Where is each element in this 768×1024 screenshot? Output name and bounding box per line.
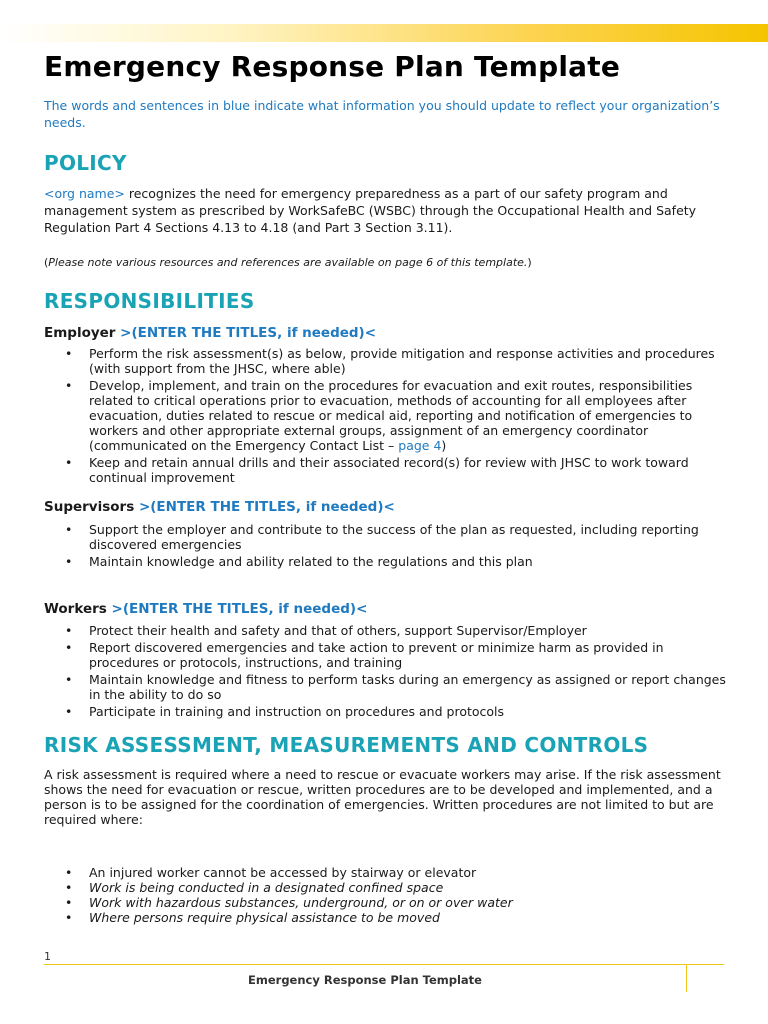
list-item: • Maintain knowledge and ability related to the regulations and this plan bbox=[89, 554, 734, 569]
workers-label: Workers bbox=[44, 601, 107, 617]
page-number: 1 bbox=[44, 950, 51, 963]
footer-divider bbox=[44, 964, 724, 965]
list-item: • Protect their health and safety and that of others, support Supervisor/Employer bbox=[89, 623, 734, 638]
footer-title: Emergency Response Plan Template bbox=[248, 973, 482, 987]
header-accent-bar bbox=[0, 24, 768, 42]
intro-note: The words and sentences in blue indicate what information you should update to reflect your organization’s needs. bbox=[44, 98, 720, 130]
employer-list bbox=[44, 346, 734, 485]
policy-paragraph bbox=[44, 185, 734, 236]
list-item: • Participate in training and instruction on procedures and protocols bbox=[89, 704, 734, 719]
list-item: • Support the employer and contribute to the success of the plan as requested, including reporting discovered emergencies bbox=[89, 522, 734, 552]
document-title: Emergency Response Plan Template bbox=[44, 50, 621, 83]
page-4-link[interactable]: page 4 bbox=[398, 438, 442, 453]
workers-role bbox=[44, 601, 734, 618]
supervisors-role bbox=[44, 499, 734, 516]
resources-note: (Please note various resources and references are available on page 6 of this template.) bbox=[44, 256, 532, 269]
risk-assessment-paragraph: A risk assessment is required where a need to rescue or evacuate workers may arise. If the risk assessment shows the need for evacuation or rescue, written procedures are to be developed and implemented, and a person is to be assigned for the coordination of emergencies. Written procedures are not limited to but are required where: bbox=[44, 767, 721, 827]
workers-list bbox=[44, 623, 734, 719]
risk-assessment-heading: RISK ASSESSMENT, MEASUREMENTS AND CONTROLS bbox=[44, 733, 649, 757]
employer-role bbox=[44, 325, 734, 342]
footer-vertical-divider bbox=[686, 964, 687, 992]
supervisors-titles-placeholder: >(ENTER THE TITLES, if needed)< bbox=[138, 499, 395, 515]
list-item: • Where persons require physical assistance to be moved bbox=[89, 910, 734, 925]
responsibilities-heading: RESPONSIBILITIES bbox=[44, 289, 255, 313]
employer-titles-placeholder: >(ENTER THE TITLES, if needed)< bbox=[120, 325, 377, 341]
policy-body: recognizes the need for emergency preparedness as a part of our safety program and management system as prescribed by WorkSafeBC (WSBC) through the Occupational Health and Safety Regulation Part 4 Sections 4.13 to 4.18 (and Part 3 Section 3.11). bbox=[44, 186, 697, 235]
resources-note-text: Please note various resources and references are available on page 6 of this template. bbox=[48, 256, 528, 269]
supervisors-list bbox=[44, 522, 734, 569]
list-item: • Work is being conducted in a designated confined space bbox=[89, 880, 734, 895]
workers-titles-placeholder: >(ENTER THE TITLES, if needed)< bbox=[111, 601, 368, 617]
risk-conditions-list bbox=[44, 865, 734, 880]
org-name-placeholder: <org name> bbox=[44, 186, 125, 201]
list-item: • Develop, implement, and train on the procedures for evacuation and exit routes, responsibilities related to critical operations prior to evacuation, methods of accounting for all employees after evacuation, duties related to rescue or medical aid, reporting and notification of emergencies to workers and other appropriate external groups, assignment of an emergency coordinator (communicated on the Emergency Contact List – page 4) bbox=[89, 378, 734, 453]
employer-label: Employer bbox=[44, 325, 116, 341]
list-item: • Maintain knowledge and fitness to perform tasks during an emergency as assigned or report changes in the ability to do so bbox=[89, 672, 734, 702]
supervisors-label: Supervisors bbox=[44, 499, 135, 515]
list-item: • Perform the risk assessment(s) as below, provide mitigation and response activities and procedures (with support from the JHSC, where able) bbox=[89, 346, 734, 376]
document-page bbox=[44, 50, 734, 925]
list-item: • Keep and retain annual drills and their associated record(s) for review with JHSC to work toward continual improvement bbox=[89, 455, 734, 485]
list-item: • Report discovered emergencies and take action to prevent or minimize harm as provided in procedures or protocols, instructions, and training bbox=[89, 640, 734, 670]
list-item: • Work with hazardous substances, underground, or on or over water bbox=[89, 895, 734, 910]
policy-heading: POLICY bbox=[44, 151, 127, 175]
risk-conditions-italic-list bbox=[44, 880, 734, 925]
list-item: • An injured worker cannot be accessed by stairway or elevator bbox=[89, 865, 734, 880]
